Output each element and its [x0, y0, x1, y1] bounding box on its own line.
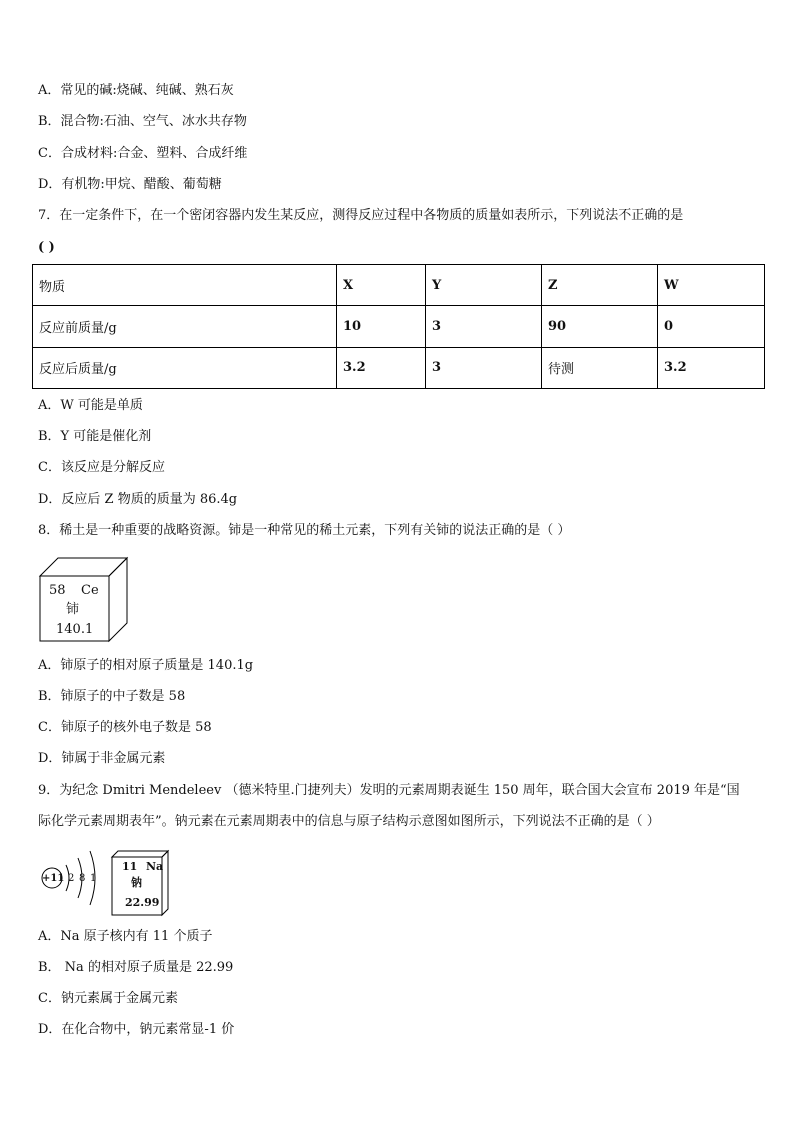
table-header-cell: W — [658, 265, 765, 306]
table-row — [33, 306, 765, 347]
q8-option-d: D．铈属于非金属元素 — [38, 751, 166, 766]
table-cell: 3.2 — [337, 347, 426, 388]
table-header-cell: Z — [542, 265, 658, 306]
ce-symbol: Ce — [81, 583, 99, 598]
q8-option-b: B．铈原子的中子数是 58 — [38, 689, 186, 704]
q9-option-b: B． Na 的相对原子质量是 22.99 — [38, 960, 234, 975]
q8-option-c: C．铈原子的核外电子数是 58 — [38, 720, 212, 735]
q6-option-b: B．混合物:石油、空气、冰水共存物 — [38, 114, 247, 129]
ce-atomic-number: 58 — [49, 583, 66, 598]
table-cell: 3 — [426, 347, 542, 388]
table-header-row — [33, 265, 765, 306]
na-shell-2-electrons: 8 — [79, 873, 86, 884]
table-header-cell: X — [337, 265, 426, 306]
table-cell: 反应后质量/g — [33, 347, 337, 388]
q6-option-d: D．有机物:甲烷、醋酸、葡萄糖 — [38, 177, 222, 192]
q6-option-c: C．合成材料:合金、塑料、合成纤维 — [38, 146, 248, 161]
na-shell-1-electrons: 2 — [68, 873, 75, 884]
q9-option-a: A．Na 原子核内有 11 个质子 — [38, 929, 213, 944]
ce-atomic-mass: 140.1 — [56, 622, 94, 637]
na-nucleus-charge: +11 — [42, 873, 65, 884]
cerium-element-card — [36, 555, 130, 645]
q7-option-d: D．反应后 Z 物质的质量为 86.4g — [38, 492, 238, 507]
q7-mass-table — [32, 264, 765, 389]
table-header-cell: 物质 — [33, 265, 337, 306]
q7-answer-paren: ( ) — [38, 240, 55, 255]
na-symbol: Na — [146, 860, 164, 873]
q9-stem-line1: 9．为纪念 Dmitri Mendeleev （德米特里.门捷列夫）发明的元素周期表诞生 150 周年，联合国大会宣布 2019 年是“国 — [38, 783, 740, 798]
table-header-cell: Y — [426, 265, 542, 306]
table-cell: 待测 — [542, 347, 658, 388]
q9-option-c: C．钠元素属于金属元素 — [38, 991, 178, 1006]
q8-stem: 8．稀土是一种重要的战略资源。铈是一种常见的稀土元素，下列有关铈的说法正确的是（ ） — [38, 523, 571, 538]
sodium-figure — [36, 843, 176, 918]
q9-stem-line2: 际化学元素周期表年”。钠元素在元素周期表中的信息与原子结构示意图如图所示，下列说法不正确的是（ ） — [38, 814, 660, 829]
q8-option-a: A．铈原子的相对原子质量是 140.1g — [38, 658, 254, 673]
q7-option-c: C．该反应是分解反应 — [38, 460, 165, 475]
q7-option-b: B．Y 可能是催化剂 — [38, 429, 152, 444]
table-cell: 反应前质量/g — [33, 306, 337, 347]
q7-stem: 7．在一定条件下，在一个密闭容器内发生某反应，测得反应过程中各物质的质量如表所示，下列说法不正确的是 — [38, 208, 684, 223]
table-cell: 3.2 — [658, 347, 765, 388]
table-cell: 90 — [542, 306, 658, 347]
q9-option-d: D．在化合物中，钠元素常显-1 价 — [38, 1022, 235, 1037]
ce-name: 铈 — [66, 602, 80, 617]
na-atomic-mass: 22.99 — [125, 896, 160, 909]
table-cell: 10 — [337, 306, 426, 347]
q7-option-a: A．W 可能是单质 — [38, 398, 143, 413]
q6-option-a: A．常见的碱:烧碱、纯碱、熟石灰 — [38, 83, 234, 98]
na-atomic-number: 11 — [122, 860, 138, 873]
na-shell-3-electrons: 1 — [90, 873, 97, 884]
na-name: 钠 — [131, 876, 142, 889]
table-row — [33, 347, 765, 388]
table-cell: 0 — [658, 306, 765, 347]
table-cell: 3 — [426, 306, 542, 347]
